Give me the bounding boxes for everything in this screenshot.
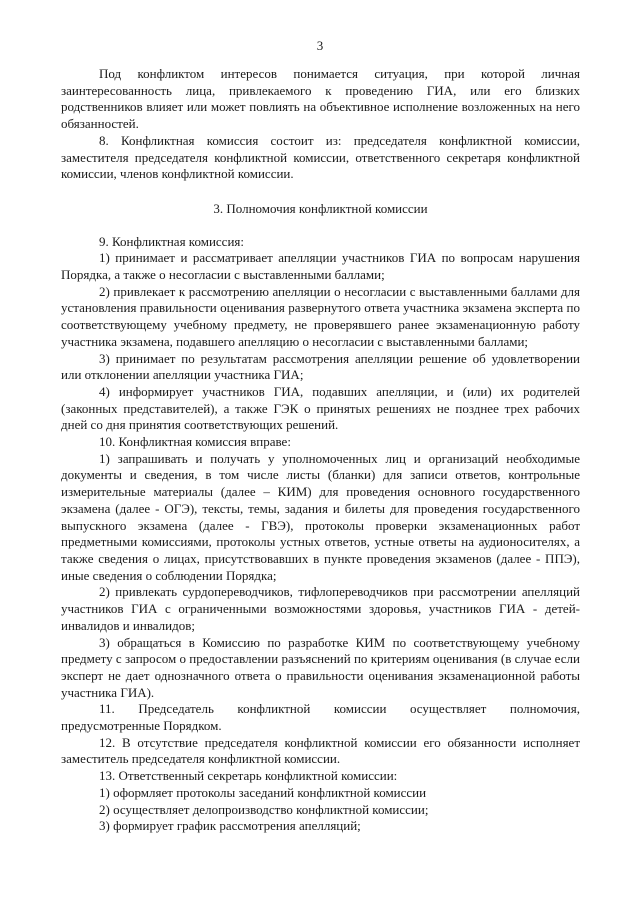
paragraph-10: 10. Конфликтная комиссия вправе: [99, 434, 291, 450]
paragraph-9-2: 2) привлекает к рассмотрению апелляции о несогласии с выставленными баллами для установления правильности оценивания развернутого ответа участника экзамена эксперта по соответствующему учебному предмету, не проверявшего ранее экзаменационную работу участника экзамена, подавшего апелляцию о несогласии с выставленными баллами; [61, 283, 580, 349]
paragraph-10-2: 2) привлекать сурдопереводчиков, тифлопереводчиков при рассмотрении апелляций участников ГИА с ограниченными возможностями здоровья, участников ГИА - детей-инвалидов и инвалидов; [61, 584, 580, 633]
section-heading: 3. Полномочия конфликтной комиссии [213, 200, 428, 216]
paragraph-13: 13. Ответственный секретарь конфликтной комиссии: [99, 768, 398, 784]
paragraph-12: 12. В отсутствие председателя конфликтной комиссии его обязанности исполняет заместитель председателя конфликтной комиссии. [61, 734, 580, 767]
paragraph-13-1: 1) оформляет протоколы заседаний конфликтной комиссии [99, 784, 427, 800]
paragraph-9-3: 3) принимает по результатам рассмотрения апелляции решение об удовлетворении или отклонении апелляции участника ГИА; [61, 350, 580, 383]
document-body [61, 66, 580, 835]
paragraph-10-1: 1) запрашивать и получать у уполномоченных лиц и организаций необходимые документы и сведения, в том числе листы (бланки) для записи ответов, контрольные измерительные материалы (далее – КИМ) для проведения основного государственного экзамена (далее - ОГЭ), тексты, темы, задания и билеты для проведения государственного выпускного экзамена (далее - ГВЭ), протоколы проверки экзаменационных работ предметными комиссиями, протоколы устных ответов, устные ответы на аудионосителях, а также сведения о лицах, присутствовавших в пункте проведения экзаменов (далее - ППЭ), иные сведения о соблюдении Порядка; [61, 450, 580, 583]
paragraph-9: 9. Конфликтная комиссия: [99, 233, 244, 249]
paragraph-9-4: 4) информирует участников ГИА, подавших апелляции, и (или) их родителей (законных представителей), а также ГЭК о принятых решениях не позднее трех рабочих дней со дня принятия соответствующих решений. [61, 383, 580, 433]
paragraph-11: 11. Председатель конфликтной комиссии осуществляет полномочия, предусмотренные Порядком. [61, 701, 580, 734]
paragraph-13-2: 2) осуществляет делопроизводство конфликтной комиссии; [99, 801, 429, 817]
page-number: 3 [316, 38, 324, 53]
paragraph-conflict-definition: Под конфликтом интересов понимается ситуация, при которой личная заинтересованность лица, привлекаемого к проведению ГИА, или его близких родственников влияет или может повлиять на объективное исполнение возложенных на него обязанностей. [61, 66, 580, 132]
paragraph-13-3: 3) формирует график рассмотрения апелляций; [99, 818, 361, 834]
paragraph-9-1: 1) принимает и рассматривает апелляции участников ГИА по вопросам нарушения Порядка, а также о несогласии с выставленными баллами; [61, 250, 580, 283]
paragraph-10-3: 3) обращаться в Комиссию по разработке КИМ по соответствующему учебному предмету с запросом о предоставлении разъяснений по критериям оценивания (в случае если эксперт не дает однозначного ответа о правильности оценивания экзаменационной работы участника ГИА). [61, 634, 580, 700]
paragraph-8: 8. Конфликтная комиссия состоит из: председателя конфликтной комиссии, заместителя председателя конфликтной комиссии, ответственного секретаря конфликтной комиссии, членов конфликтной комиссии. [61, 132, 580, 182]
